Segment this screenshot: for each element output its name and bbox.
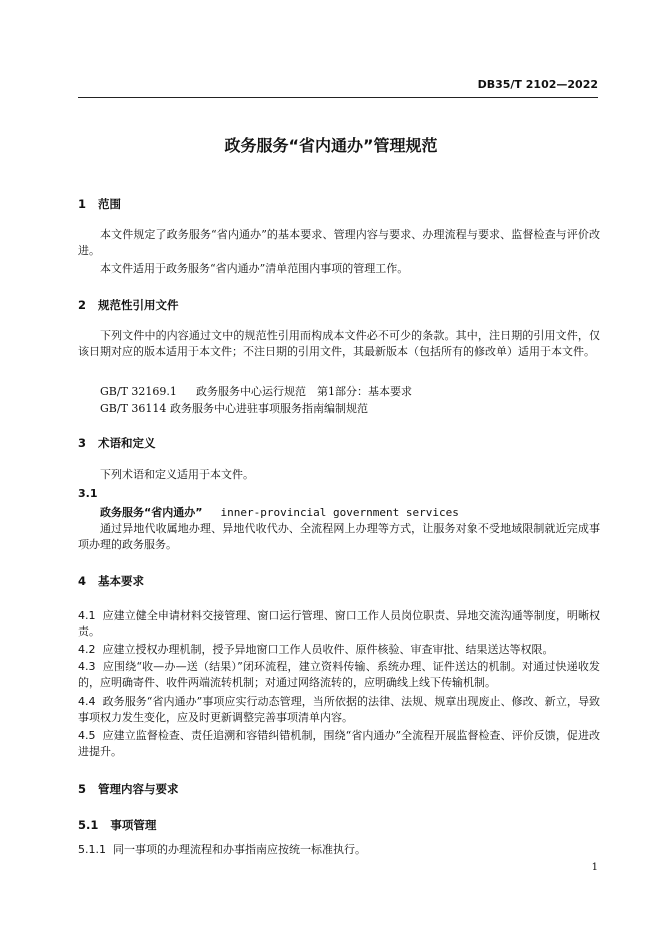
- term-chinese: 政务服务“省内通办”: [100, 506, 203, 519]
- page-number: 1: [591, 862, 598, 873]
- item-text: 应建立监督检查、责任追溯和容错纠错机制，围绕“省内通办”全流程开展监督检查、评价反馈，促进改进提升。: [78, 729, 600, 758]
- item-number: 4.5: [78, 729, 96, 742]
- requirement-item: [78, 642, 600, 658]
- item-text: 应建立授权办理机制，授予异地窗口工作人员收件、原件核验、审查审批、结果送达等权限。: [102, 643, 554, 656]
- item-number: 4.4: [78, 695, 96, 708]
- requirement-item: [78, 694, 600, 726]
- section-number: 3: [78, 436, 87, 450]
- section-2-heading: [78, 297, 179, 313]
- requirement-item: [78, 608, 600, 640]
- term-definition: 通过异地代收属地办理、异地代收代办、全流程网上办理等方式，让服务对象不受地域限制就近完成事项办理的政务服务。: [78, 522, 600, 551]
- item-number: 4.3: [78, 660, 96, 673]
- document-code: DB35/T 2102—2022: [477, 78, 598, 91]
- section-1-heading: [78, 196, 121, 212]
- section-3-heading: [78, 435, 156, 451]
- section-title: 范围: [98, 197, 121, 211]
- section-2-paragraph-1: 下列文件中的内容通过文中的规范性引用而构成本文件必不可少的条款。其中，注日期的引用文件，仅该日期对应的版本适用于本文件；不注日期的引用文件，其最新版本（包括所有的修改单）适用于本文件。: [78, 329, 600, 358]
- section-4-heading: [78, 573, 144, 589]
- subsection-number: 5.1: [78, 818, 99, 832]
- section-number: 2: [78, 298, 87, 312]
- reference-code: GB/T 32169.1: [100, 385, 177, 398]
- term-english: inner-provincial government services: [220, 506, 459, 519]
- item-text: 应建立健全申请材料交接管理、窗口运行管理、窗口工作人员岗位职责、异地交流沟通等制度，明晰权责。: [78, 609, 600, 638]
- item-text: 政务服务“省内通办”事项应实行动态管理，当所依据的法律、法规、规章出现废止、修改、新立，导致事项权力发生变化，应及时更新调整完善事项清单内容。: [78, 695, 600, 724]
- term-number: 3.1: [78, 487, 98, 500]
- item-text: 应围绕“收—办—送（结果）”闭环流程，建立资料传输、系统办理、证件送达的机制。对通过快递收发的，应明确寄件、收件两端流转机制；对通过网络流转的，应明确线上线下传输机制。: [78, 660, 600, 689]
- item-number: 4.2: [78, 643, 96, 656]
- requirement-item: [78, 842, 600, 858]
- section-number: 1: [78, 197, 87, 211]
- term-entry: [100, 504, 459, 520]
- item-text: 同一事项的办理流程和办事指南应按统一标准执行。: [113, 843, 366, 856]
- section-number: 5: [78, 782, 87, 796]
- section-1-paragraph-2: 本文件适用于政务服务“省内通办”清单范围内事项的管理工作。: [100, 262, 409, 275]
- normative-reference-2: [100, 400, 368, 416]
- subsection-5-1-heading: [78, 817, 156, 833]
- subsection-title: 事项管理: [110, 818, 157, 832]
- header-rule: [78, 97, 598, 98]
- requirement-item: [78, 728, 600, 760]
- reference-title: 政务服务中心运行规范 第1部分：基本要求: [196, 385, 412, 398]
- item-number: 5.1.1: [78, 843, 106, 856]
- normative-reference-1: [100, 383, 412, 399]
- reference-title: 政务服务中心进驻事项服务指南编制规范: [170, 402, 368, 415]
- section-title: 规范性引用文件: [98, 298, 179, 312]
- section-title: 术语和定义: [98, 436, 156, 450]
- section-title: 管理内容与要求: [98, 782, 179, 796]
- section-1-paragraph-1: 本文件规定了政务服务“省内通办”的基本要求、管理内容与要求、办理流程与要求、监督检查与评价改进。: [78, 228, 600, 257]
- reference-code: GB/T 36114: [100, 402, 167, 415]
- section-3-paragraph-1: 下列术语和定义适用于本文件。: [100, 468, 254, 481]
- section-5-heading: [78, 781, 179, 797]
- page-title: 政务服务“省内通办”管理规范: [224, 136, 438, 155]
- requirement-item: [78, 659, 600, 691]
- section-number: 4: [78, 574, 87, 588]
- section-title: 基本要求: [98, 574, 144, 588]
- item-number: 4.1: [78, 609, 96, 622]
